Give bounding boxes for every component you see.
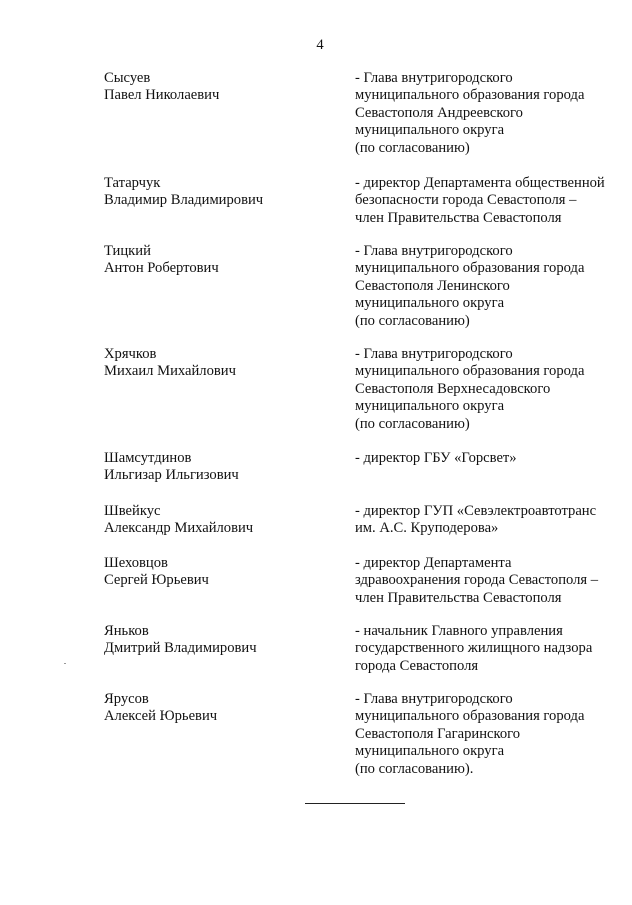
member-given-names: Александр Михайлович [104,520,254,537]
role-line: муниципального округа [355,122,505,139]
member-surname: Сысуев [104,70,151,86]
role-line: Севастополя Ленинского [355,277,510,294]
member-given-names: Ильгизар Ильгизович [104,467,239,484]
member-role [355,346,625,433]
role-line: Севастополя Верхнесадовского [355,380,551,397]
member-surname: Тицкий [104,243,151,259]
member-name [104,346,334,381]
role-line: - директор ГУП «Севэлектроавтотранс [355,503,597,519]
member-surname: Шамсутдинов [104,450,192,466]
role-line: муниципального округа [355,295,505,312]
role-line: (по согласованию) [355,312,470,329]
member-name [104,623,334,658]
role-line: муниципального образования города [355,708,585,725]
member-surname: Яньков [104,623,149,639]
role-line: - Глава внутригородского [355,691,513,707]
member-role [355,691,625,778]
role-line: - директор Департамента [355,555,512,571]
role-line: муниципального образования города [355,87,585,104]
member-name [104,243,334,278]
role-line: муниципального округа [355,398,505,415]
role-line: муниципального округа [355,743,505,760]
member-name [104,503,334,538]
role-line: (по согласованию) [355,415,470,432]
role-line: - начальник Главного управления [355,623,563,639]
role-line: здравоохранения города Севастополя – [355,572,599,589]
role-line: - Глава внутригородского [355,243,513,259]
member-surname: Шеховцов [104,555,168,571]
member-given-names: Дмитрий Владимирович [104,640,257,657]
member-role [355,503,625,538]
role-line: - директор Департамента общественной [355,175,605,191]
role-line: Севастополя Андреевского [355,104,523,121]
member-role [355,623,625,675]
role-line: (по согласованию) [355,139,470,156]
role-line: - Глава внутригородского [355,70,513,86]
member-given-names: Антон Робертович [104,260,219,277]
member-role [355,555,625,607]
role-line: Севастополя Гагаринского [355,725,521,742]
member-name [104,691,334,726]
member-name [104,555,334,590]
member-given-names: Михаил Михайлович [104,363,236,380]
member-role [355,70,625,157]
member-given-names: Павел Николаевич [104,87,220,104]
member-given-names: Сергей Юрьевич [104,572,209,589]
role-line: им. А.С. Круподерова» [355,520,499,537]
role-line: - Глава внутригородского [355,346,513,362]
role-line: - директор ГБУ «Горсвет» [355,450,517,466]
member-given-names: Владимир Владимирович [104,192,264,209]
role-line: безопасности города Севастополя – [355,192,577,209]
role-line: государственного жилищного надзора [355,640,593,657]
role-line: член Правительства Севастополя [355,589,562,606]
member-surname: Хрячков [104,346,157,362]
member-name [104,70,334,105]
member-name [104,450,334,485]
member-surname: Ярусов [104,691,149,707]
role-line: член Правительства Севастополя [355,209,562,226]
member-role [355,175,625,227]
member-name [104,175,334,210]
closing-divider-line [305,803,405,804]
page-number: 4 [316,37,324,53]
scan-margin-mark [64,663,66,664]
role-line: города Севастополя [355,657,479,674]
member-role [355,243,625,330]
member-surname: Татарчук [104,175,161,191]
member-given-names: Алексей Юрьевич [104,708,218,725]
member-role [355,450,625,467]
member-surname: Швейкус [104,503,161,519]
role-line: муниципального образования города [355,260,585,277]
role-line: (по согласованию). [355,760,474,777]
role-line: муниципального образования города [355,363,585,380]
